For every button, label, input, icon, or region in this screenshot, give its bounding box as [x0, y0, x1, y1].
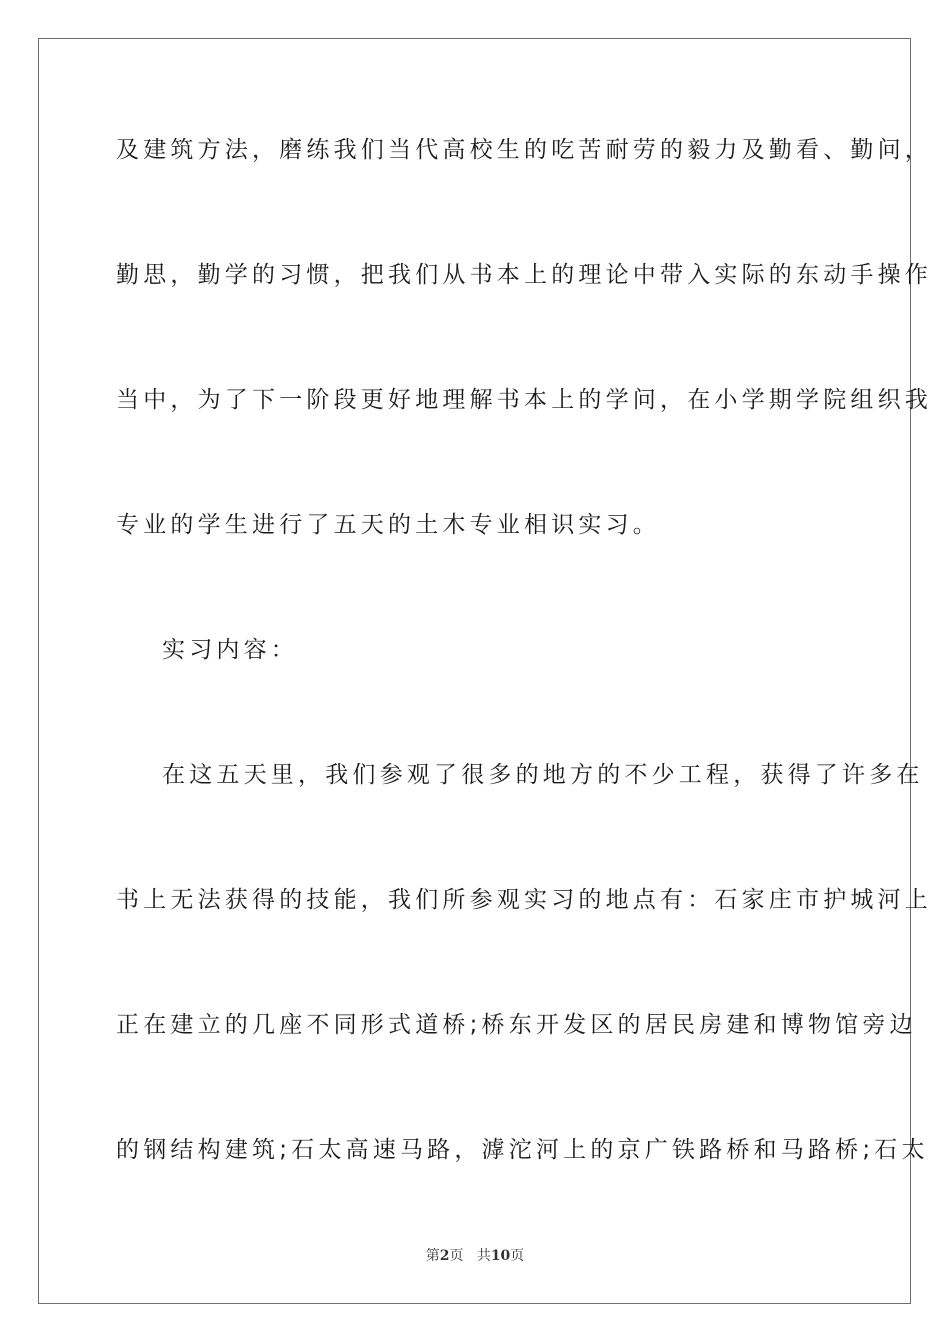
body-text-line: 书上无法获得的技能，我们所参观实习的地点有：石家庄市护城河上	[116, 887, 932, 913]
body-text-line: 正在建立的几座不同形式道桥;桥东开发区的居民房建和博物馆旁边	[116, 1012, 917, 1038]
total-suffix: 页	[510, 1248, 525, 1264]
page-suffix: 页	[449, 1248, 464, 1264]
page-prefix: 第	[425, 1248, 440, 1264]
body-text-line: 及建筑方法，磨练我们当代高校生的吃苦耐劳的毅力及勤看、勤问，	[116, 137, 932, 163]
page-total: 10	[490, 1248, 511, 1264]
body-text-line: 专业的学生进行了五天的土木专业相识实习。	[116, 512, 660, 538]
total-prefix: 共	[476, 1248, 491, 1264]
body-text-line: 当中，为了下一阶段更好地理解书本上的学问，在小学期学院组织我	[116, 387, 932, 413]
body-text-line: 勤思，勤学的习惯，把我们从书本上的理论中带入实际的东动手操作	[116, 262, 932, 288]
body-text-line: 在这五天里，我们参观了很多的地方的不少工程，获得了许多在	[162, 762, 924, 788]
page-number: 2	[439, 1248, 450, 1264]
section-heading: 实习内容：	[162, 637, 298, 663]
body-text-line: 的钢结构建筑;石太高速马路，滹沱河上的京广铁路桥和马路桥;石太	[116, 1137, 929, 1163]
page-border	[38, 38, 911, 1304]
page-footer	[0, 1245, 950, 1265]
